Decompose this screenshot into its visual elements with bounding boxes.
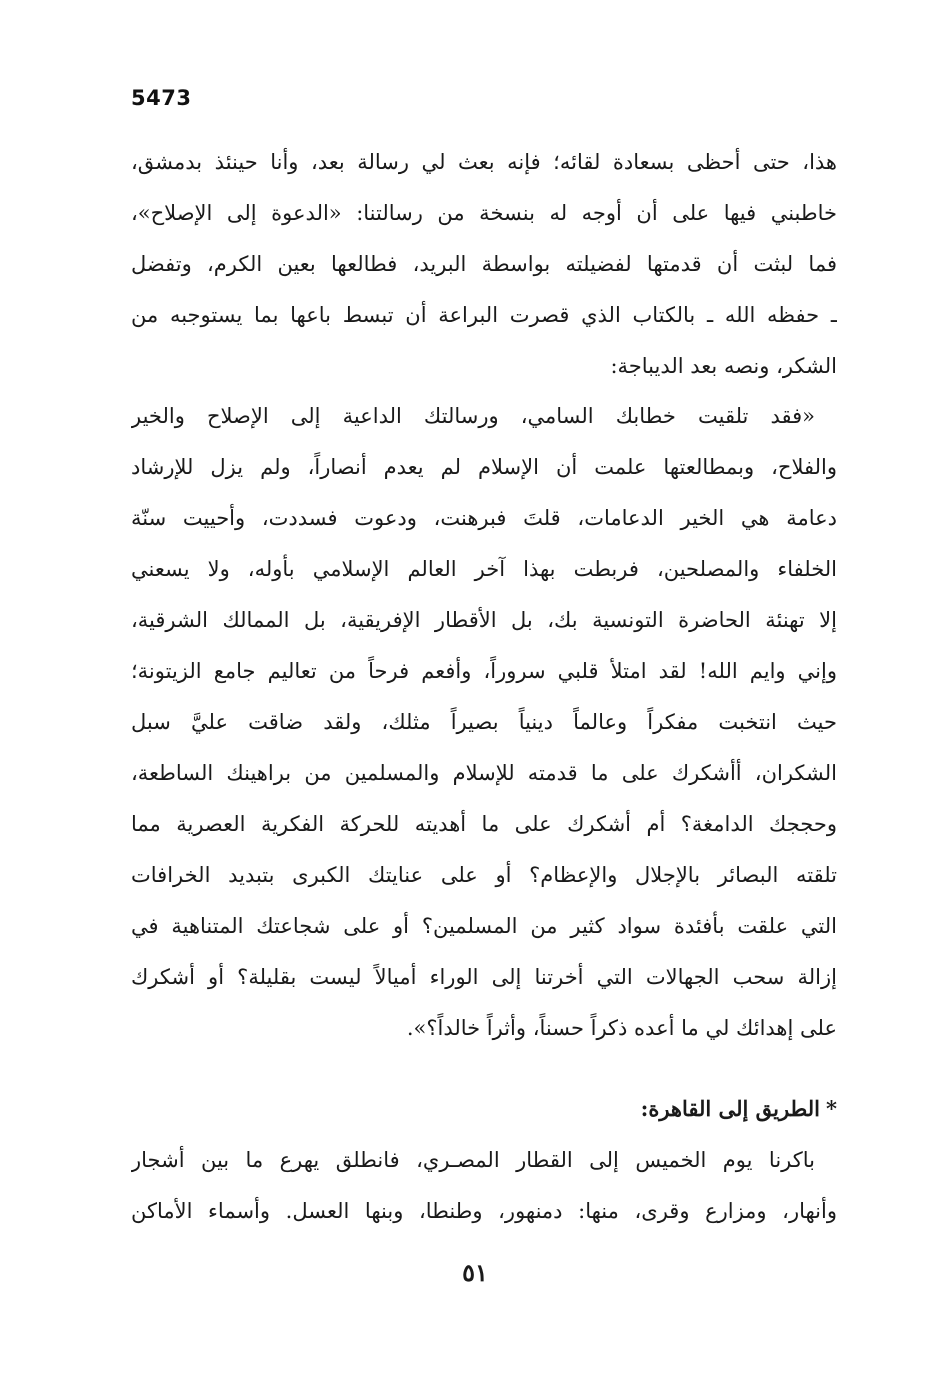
paragraph-2-quotation: [131, 396, 837, 1056]
text-line: الشكر، ونصه بعد الديباجة:: [610, 354, 837, 378]
text-line: الشكران، أأشكرك على ما قدمته للإسلام والمسلمين من براهينك الساطعة،: [131, 761, 837, 785]
section-heading-text: الطريق إلى القاهرة:: [640, 1096, 821, 1121]
paragraph-3: [131, 1140, 837, 1240]
text-line: وأنهار، ومزارع وقرى، منها: دمنهور، وطنطا، وبنها العسل. وأسماء الأماكن: [131, 1199, 837, 1223]
text-line: الخلفاء والمصلحين، فربطت بهذا آخر العالم الإسلامي بأوله، ولا يسعني: [131, 557, 837, 581]
text-line: باكرنا يوم الخميس إلى القطار المصـري، فانطلق يهرع ما بين أشجار: [131, 1148, 815, 1172]
text-line: «فقد تلقيت خطابك السامي، ورسالتك الداعية إلى الإصلاح والخير: [131, 404, 815, 428]
text-line: خاطبني فيها على أن أوجه له بنسخة من رسالتنا: «الدعوة إلى الإصلاح»،: [131, 201, 837, 225]
text-line: التي علقت بأفئدة سواد كثير من المسلمين؟ أو على شجاعتك المتناهية في: [131, 914, 837, 938]
section-heading: [131, 1089, 837, 1129]
page-code: 5473: [131, 86, 192, 110]
text-line: حيث انتخبت مفكراً وعالماً دينياً بصيراً مثلك، ولقد ضاقت عليَّ سبل: [131, 710, 837, 734]
paragraph-1: [131, 142, 837, 382]
text-line: دعامة هي الخير الدعامات، قلتَ فبرهنت، ودعوت فسددت، وأحييت سنّة: [131, 506, 837, 530]
text-line: إزالة سحب الجهالات التي أخرتنا إلى الوراء أميالاً ليست بقليلة؟ أو أشكرك: [131, 965, 837, 989]
text-line: ـ حفظه الله ـ بالكتاب الذي قصرت البراعة أن تبسط باعها بما يستوجبه من: [131, 303, 837, 327]
asterisk-icon: *: [826, 1096, 837, 1121]
text-line: على إهدائك لي ما أعده ذكراً حسناً، وأثراً خالداً؟».: [406, 1016, 837, 1040]
text-line: وإني وايم الله! لقد امتلأ قلبي سروراً، وأفعم فرحاً من تعاليم جامع الزيتونة؛: [131, 659, 837, 683]
text-line: والفلاح، وبمطالعتها علمت أن الإسلام لم يعدم أنصاراً، ولم يزل للإرشاد: [131, 455, 837, 479]
text-line: تلقته البصائر بالإجلال والإعظام؟ أو على عنايتك الكبرى بتبديد الخرافات: [131, 863, 837, 887]
text-line: فما لبثت أن قدمتها لفضيلته بواسطة البريد، فطالعها بعين الكرم، وتفضل: [131, 252, 837, 276]
page-number: ٥١: [462, 1258, 488, 1287]
text-line: إلا تهنئة الحاضرة التونسية بك، بل الأقطار الإفريقية، بل الممالك الشرقية،: [131, 608, 837, 632]
text-line: وحججك الدامغة؟ أم أشكرك على ما أهديته للحركة الفكرية العصرية مما: [131, 812, 837, 836]
text-line: هذا، حتى أحظى بسعادة لقائه؛ فإنه بعث لي رسالة بعد، وأنا حينئذ بدمشق،: [131, 150, 837, 174]
